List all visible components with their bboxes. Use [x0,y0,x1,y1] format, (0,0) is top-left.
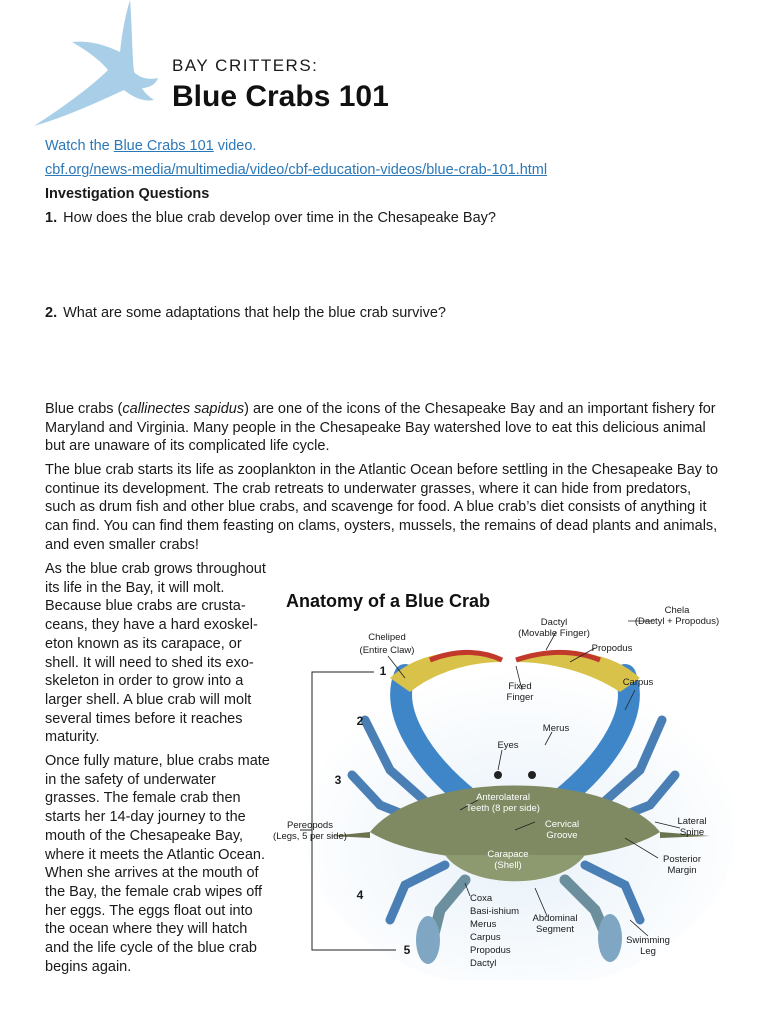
label-lateral-spine: Lateral [677,816,707,827]
question-number: 2. [45,305,58,321]
label-carapace-sub: (Shell) [494,860,522,871]
label-posterior-margin: Posterior [662,854,702,865]
label-carpus-top: Carpus [622,677,654,688]
label-pereopods-sub: (Legs, 5 per side) [273,831,347,842]
video-link[interactable]: Blue Crabs 101 [113,138,214,154]
leg-number-2: 2 [356,714,364,728]
question-2 [45,305,446,321]
label-abdominal: Abdominal [532,913,578,924]
label-abdominal-sub: Segment [535,924,575,935]
leg-number-4: 4 [356,888,364,902]
label-eyes: Eyes [497,740,519,751]
molting-paragraph: As the blue crab grows throughout its life in the Bay, it will molt. Because blue crabs are crustaceans, they have a hard exoskeleton known as its carapace, or shell. It will need to shed its exoskeleton in order to grow into a larger shell. A blue crab will molt several times before it reaches maturity. [45,561,266,746]
leg-number-1: 1 [379,664,387,678]
question-text: What are some adaptations that help the blue crab survive? [63,305,446,321]
crab-anatomy-diagram [270,600,740,980]
label-chela-sub: (Dactyl + Propodus) [634,616,720,627]
label-propodus-top: Propodus [591,643,633,654]
swimming-paddle-right [598,914,622,962]
intro-text-a: Blue crabs ( [45,401,123,417]
habitat-paragraph: The blue crab starts its life as zooplankton in the Atlantic Ocean before settling in the Chesapeake Bay to continue its development. The crab retreats to underwater grasses, where it can hide from predators, such as drum fish and other blue crabs, and scavenge for food. A blue crab’s diet consists of anything it can find. You can find them feasting on clams, oysters, mussels, the remains of dead plants and animals, and even smaller crabs! [45,462,719,553]
label-pereopods: Pereopods [287,820,333,831]
label-carapace: Carapace [487,849,529,860]
intro-text-b: ) are one of the icons of the Chesapeake Bay and an important fishery for Maryland and Virginia. Many people in the Chesapeake Bay watershed love to eat this delicious animal but are unaware of its complicated life cycle. [45,401,716,455]
watch-suffix: video. [213,138,257,154]
series-kicker: BAY CRITTERS: [172,56,319,75]
label-propodus-low: Propodus [470,945,511,956]
question-1 [45,210,496,226]
question-text: How does the blue crab develop over time in the Chesapeake Bay? [63,210,496,226]
investigation-heading: Investigation Questions [45,186,210,202]
label-lateral-spine-sub: Spine [679,827,705,838]
watch-prefix: Watch the [45,138,114,154]
label-anterolateral-sub: Teeth (8 per side) [466,803,540,814]
lifecycle-paragraph: Once fully mature, blue crabs mate in the safety of underwater grasses. The female crab then starts her 14-day journey to the mouth of the Chesapeake Bay, where it meets the Atlantic Ocean. When she arrives at the mouth of the Bay, the female crab wipes off her eggs. The eggs float out into the ocean where they will hatch and the life cycle of the blue crab begins again. [45,753,270,975]
label-merus-low: Merus [470,919,497,930]
label-dactyl-top: Dactyl [540,617,568,628]
label-cheliped-sub: (Entire Claw) [359,645,415,656]
video-url[interactable] [45,162,547,178]
label-merus-top: Merus [542,723,570,734]
label-dactyl-low: Dactyl [470,958,497,969]
label-swimming-leg: Swimming [626,935,670,946]
leg-number-5: 5 [403,943,411,957]
label-basi-ishium: Basi-ishium [470,906,520,917]
label-carpus-low: Carpus [470,932,501,943]
label-chela: Chela [664,605,690,616]
species-name: callinectes sapidus [122,401,245,417]
page-title: Blue Crabs 101 [172,80,389,113]
watch-line [45,138,256,154]
swimming-paddle-left [416,916,440,964]
label-coxa: Coxa [470,893,493,904]
intro-paragraph [45,400,725,456]
label-fixed-finger-sub: Finger [506,692,534,703]
label-cervical: Cervical [544,819,580,830]
question-number: 1. [45,210,58,226]
label-posterior-margin-sub: Margin [667,865,697,876]
label-swimming-leg-sub: Leg [640,946,656,957]
label-cervical-sub: Groove [546,830,578,841]
leg-number-3: 3 [334,773,342,787]
bird-logo-icon [28,0,158,128]
label-dactyl-top-sub: (Movable Finger) [518,628,590,639]
video-url-link[interactable]: cbf.org/news-media/multimedia/video/cbf-education-videos/blue-crab-101.html [45,162,548,178]
label-cheliped: Cheliped [368,632,406,643]
label-fixed-finger: Fixed [508,681,532,692]
label-anterolateral: Anterolateral [476,792,530,803]
diagram-title: Anatomy of a Blue Crab [286,591,491,611]
